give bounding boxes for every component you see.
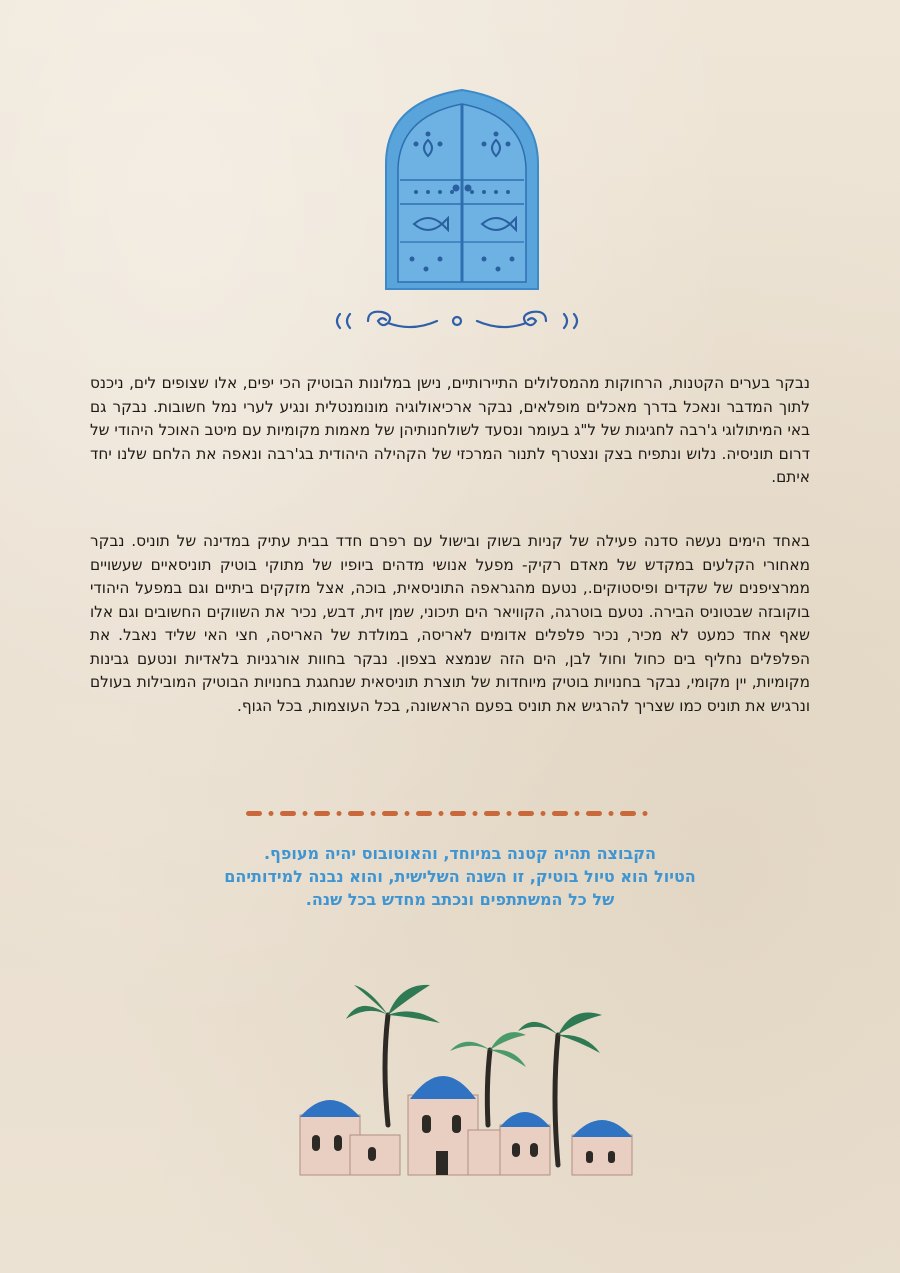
itinerary-paragraph: באחד הימים נעשה סדנה פעילה של קניות בשוק ובישול עם רפרם חדד בבית עתיק במדינה של תוניס. נבקר מאחורי הקלעים במקדש של מאדם רקיק- מפעל אנושי מדהים ביופיו של מתוקי בוטיק תוניסאיים שעשויים ממרציפנים של שקדים ופיסטוקים., נטעם מהגראפה התוניסאית, בוכה, אצל מזקקים ביתיים וגם במפעל היהודי בוקובזה שבטוניס הבירה. נטעם בוטרגה, הקוויאר הים תיכוני, שמן זית, דבש, נכיר את השווקים החשובים וגם אלו שאף אחד כמעט לא מכיר, נכיר פלפלים אדומים לאריסה, במולדת של האריסה, חצי האי שליד נאבל. את הפלפלים נחליף בים כחול וחול לבן, הים הזה שנמצא בצפון. נבקר בחוות אורגניות בלאדיות ונטעם גבינות מקומיות, יין מקומי, נבקר בחנויות בוטיק מיוחדות של תוצרת תוניסאית שנחגגת בחנויות הבוטיק המובילות בעולם ונרגיש את תוניס כמו שצריך להרגיש את תוניס בפעם הראשונה, בכל העוצמות, בכל הגוף.	[90, 532, 810, 715]
dotted-divider-icon	[246, 808, 656, 820]
blue-swirl-divider-icon	[332, 306, 582, 336]
tagline-line-3: של כל המשתתפים ונכתב מחדש בכל שנה.	[305, 890, 615, 909]
intro-paragraph: נבקר בערים הקטנות, הרחוקות מהמסלולים התיירותיים, נישן במלונות הבוטיק הכי יפים, אלו שצופים לים, ניכנס לתוך המדבר ונאכל בדרך מאכלים מופלאים, נבקר ארכיאולוגיה מונומנטלית ונגיע לערי נמל חשובות. נבקר גם באי המיתולוגי ג'רבה לחגיגות של ל"ג בעומר ונסעד לשולחנותיהן של מאמות מקומיות עם מיטב האוכל היהודי של דרום תוניסיה. נלוש ונתפיח בצק ונצטרף לתנור המרכזי של הקהילה היהודית בג'רבה ונאפה את הלחם שלנו יחד איתם.	[89, 374, 810, 486]
tagline-line-1: הקבוצה תהיה קטנה במיוחד, והאוטובוס יהיה מעופף.	[263, 844, 657, 863]
tunisian-village-palms-icon	[290, 975, 650, 1185]
tunisian-door-icon	[376, 84, 548, 294]
tagline-line-2: הטיול הוא טיול בוטיק, זו השנה השלישית, והוא נבנה למידותיהם	[224, 867, 696, 886]
tagline	[180, 842, 740, 911]
